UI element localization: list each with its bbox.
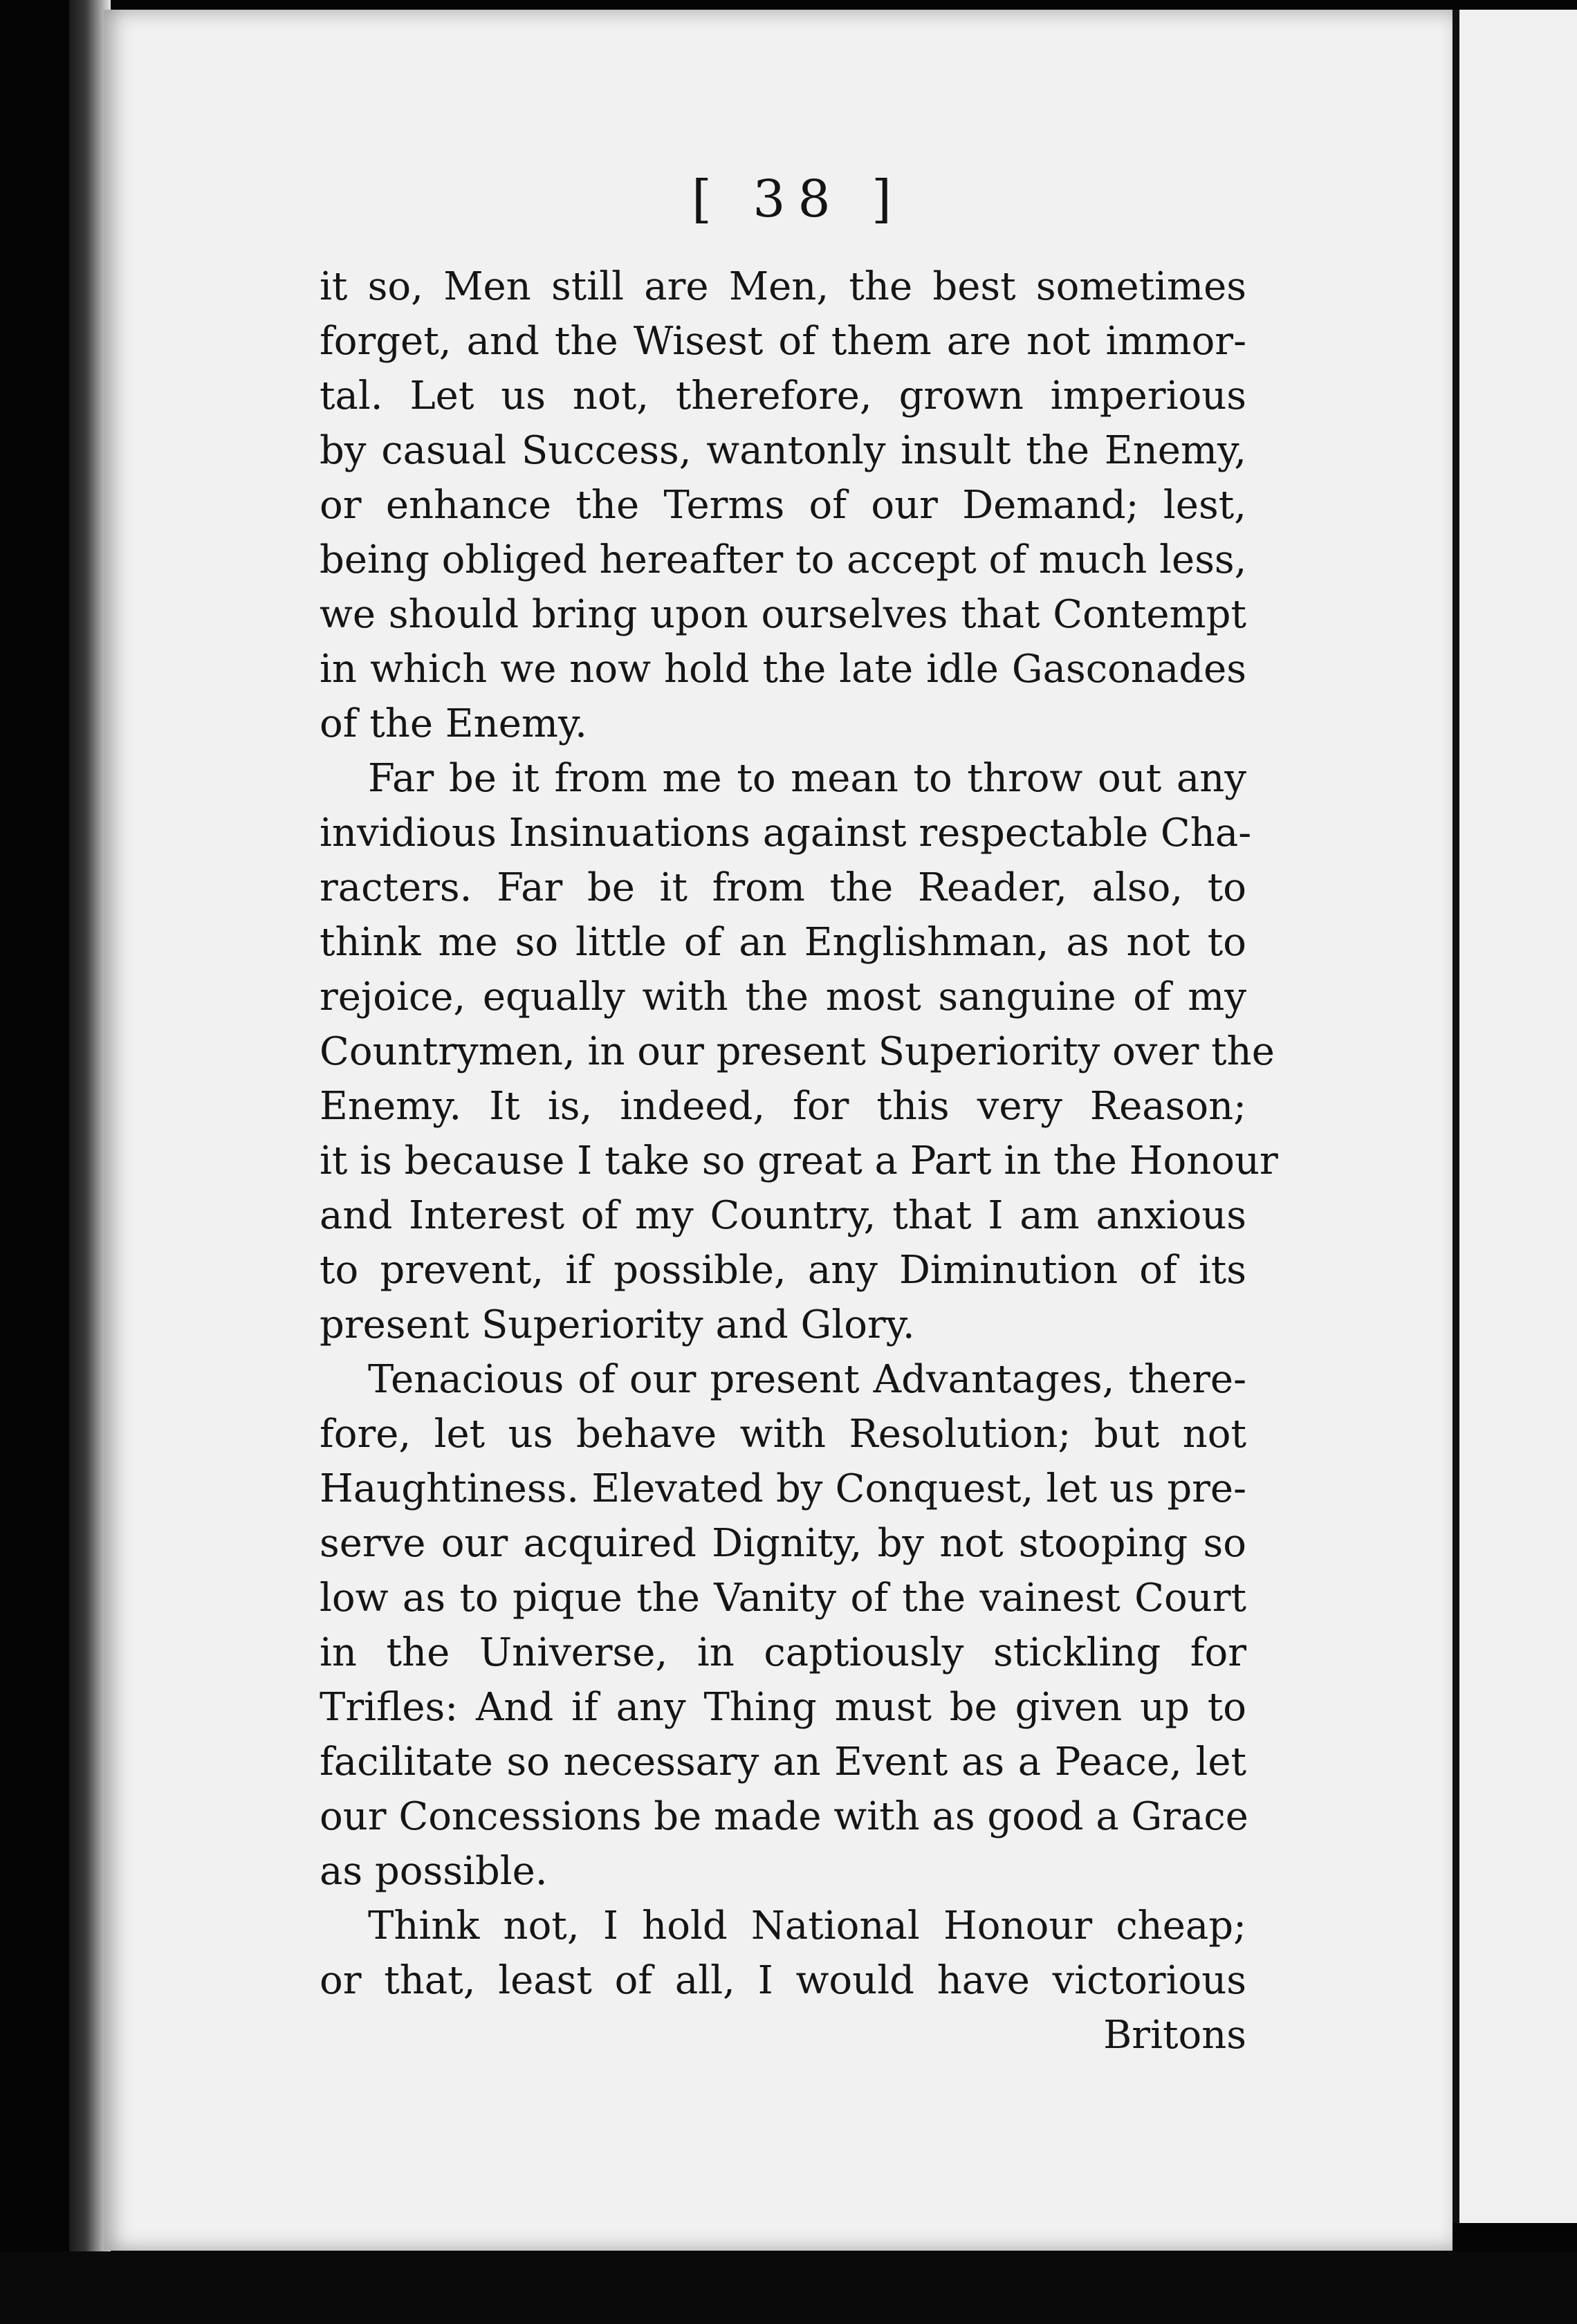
scan-bottom-edge <box>0 2251 1577 2324</box>
body-text <box>320 259 1278 2063</box>
text-line: to prevent, if possible, any Diminution of its <box>320 1248 1246 1293</box>
text-line: or that, least of all, I would have victorious <box>320 1958 1246 2003</box>
text-line: Haughtiness. Elevated by Conquest, let us pre- <box>320 1466 1246 1511</box>
text-line: or enhance the Terms of our Demand; lest, <box>320 483 1246 528</box>
text-line: as possible. <box>320 1849 548 1894</box>
text-line: fore, let us behave with Resolution; but not <box>320 1412 1246 1457</box>
text-line: invidious Insinuations against respectable Cha- <box>320 811 1252 856</box>
page-number: [ 38 ] <box>692 169 904 229</box>
text-line: in which we now hold the late idle Gasconades <box>320 647 1246 692</box>
text-line: in the Universe, in captiously stickling for <box>320 1630 1246 1675</box>
text-line: Enemy. It is, indeed, for this very Reason; <box>320 1084 1246 1129</box>
text-line: our Concessions be made with as good a Grace <box>320 1794 1248 1839</box>
text-line: Far be it from me to mean to throw out any <box>368 756 1246 801</box>
text-line: being obliged hereafter to accept of much less, <box>320 537 1247 582</box>
facing-page-edge <box>1459 10 1577 2223</box>
text-line: tal. Let us not, therefore, grown imperious <box>320 374 1246 418</box>
text-line: serve our acquired Dignity, by not stooping so <box>320 1521 1246 1566</box>
text-line: it is because I take so great a Part in the Honour <box>320 1138 1278 1183</box>
text-line: low as to pique the Vanity of the vainest Court <box>320 1576 1246 1621</box>
catchword: Britons <box>1103 2013 1246 2058</box>
paragraph-1 <box>320 259 1246 751</box>
text-line: think me so little of an Englishman, as not to <box>320 920 1246 965</box>
text-line: rejoice, equally with the most sanguine of my <box>320 975 1246 1020</box>
text-line: it so, Men still are Men, the best sometimes <box>320 264 1246 309</box>
paragraph-3 <box>320 1352 1246 1899</box>
text-line: present Superiority and Glory. <box>320 1302 915 1347</box>
text-line: by casual Success, wantonly insult the Enemy, <box>320 428 1246 473</box>
text-line: of the Enemy. <box>320 701 587 746</box>
text-line: forget, and the Wisest of them are not immor- <box>320 319 1246 364</box>
text-line: Think not, I hold National Honour cheap; <box>368 1903 1246 1948</box>
text-line: and Interest of my Country, that I am anxious <box>320 1193 1246 1238</box>
text-line: facilitate so necessary an Event as a Peace, let <box>320 1740 1246 1784</box>
text-line: Tenacious of our present Advantages, there- <box>368 1357 1246 1402</box>
paragraph-2 <box>320 751 1278 1352</box>
text-line: we should bring upon ourselves that Contempt <box>320 592 1246 637</box>
text-line: Countrymen, in our present Superiority over the <box>320 1029 1275 1074</box>
text-line: Trifles: And if any Thing must be given up to <box>320 1685 1246 1730</box>
text-line: racters. Far be it from the Reader, also, to <box>320 865 1246 910</box>
paragraph-4 <box>320 1899 1246 2008</box>
